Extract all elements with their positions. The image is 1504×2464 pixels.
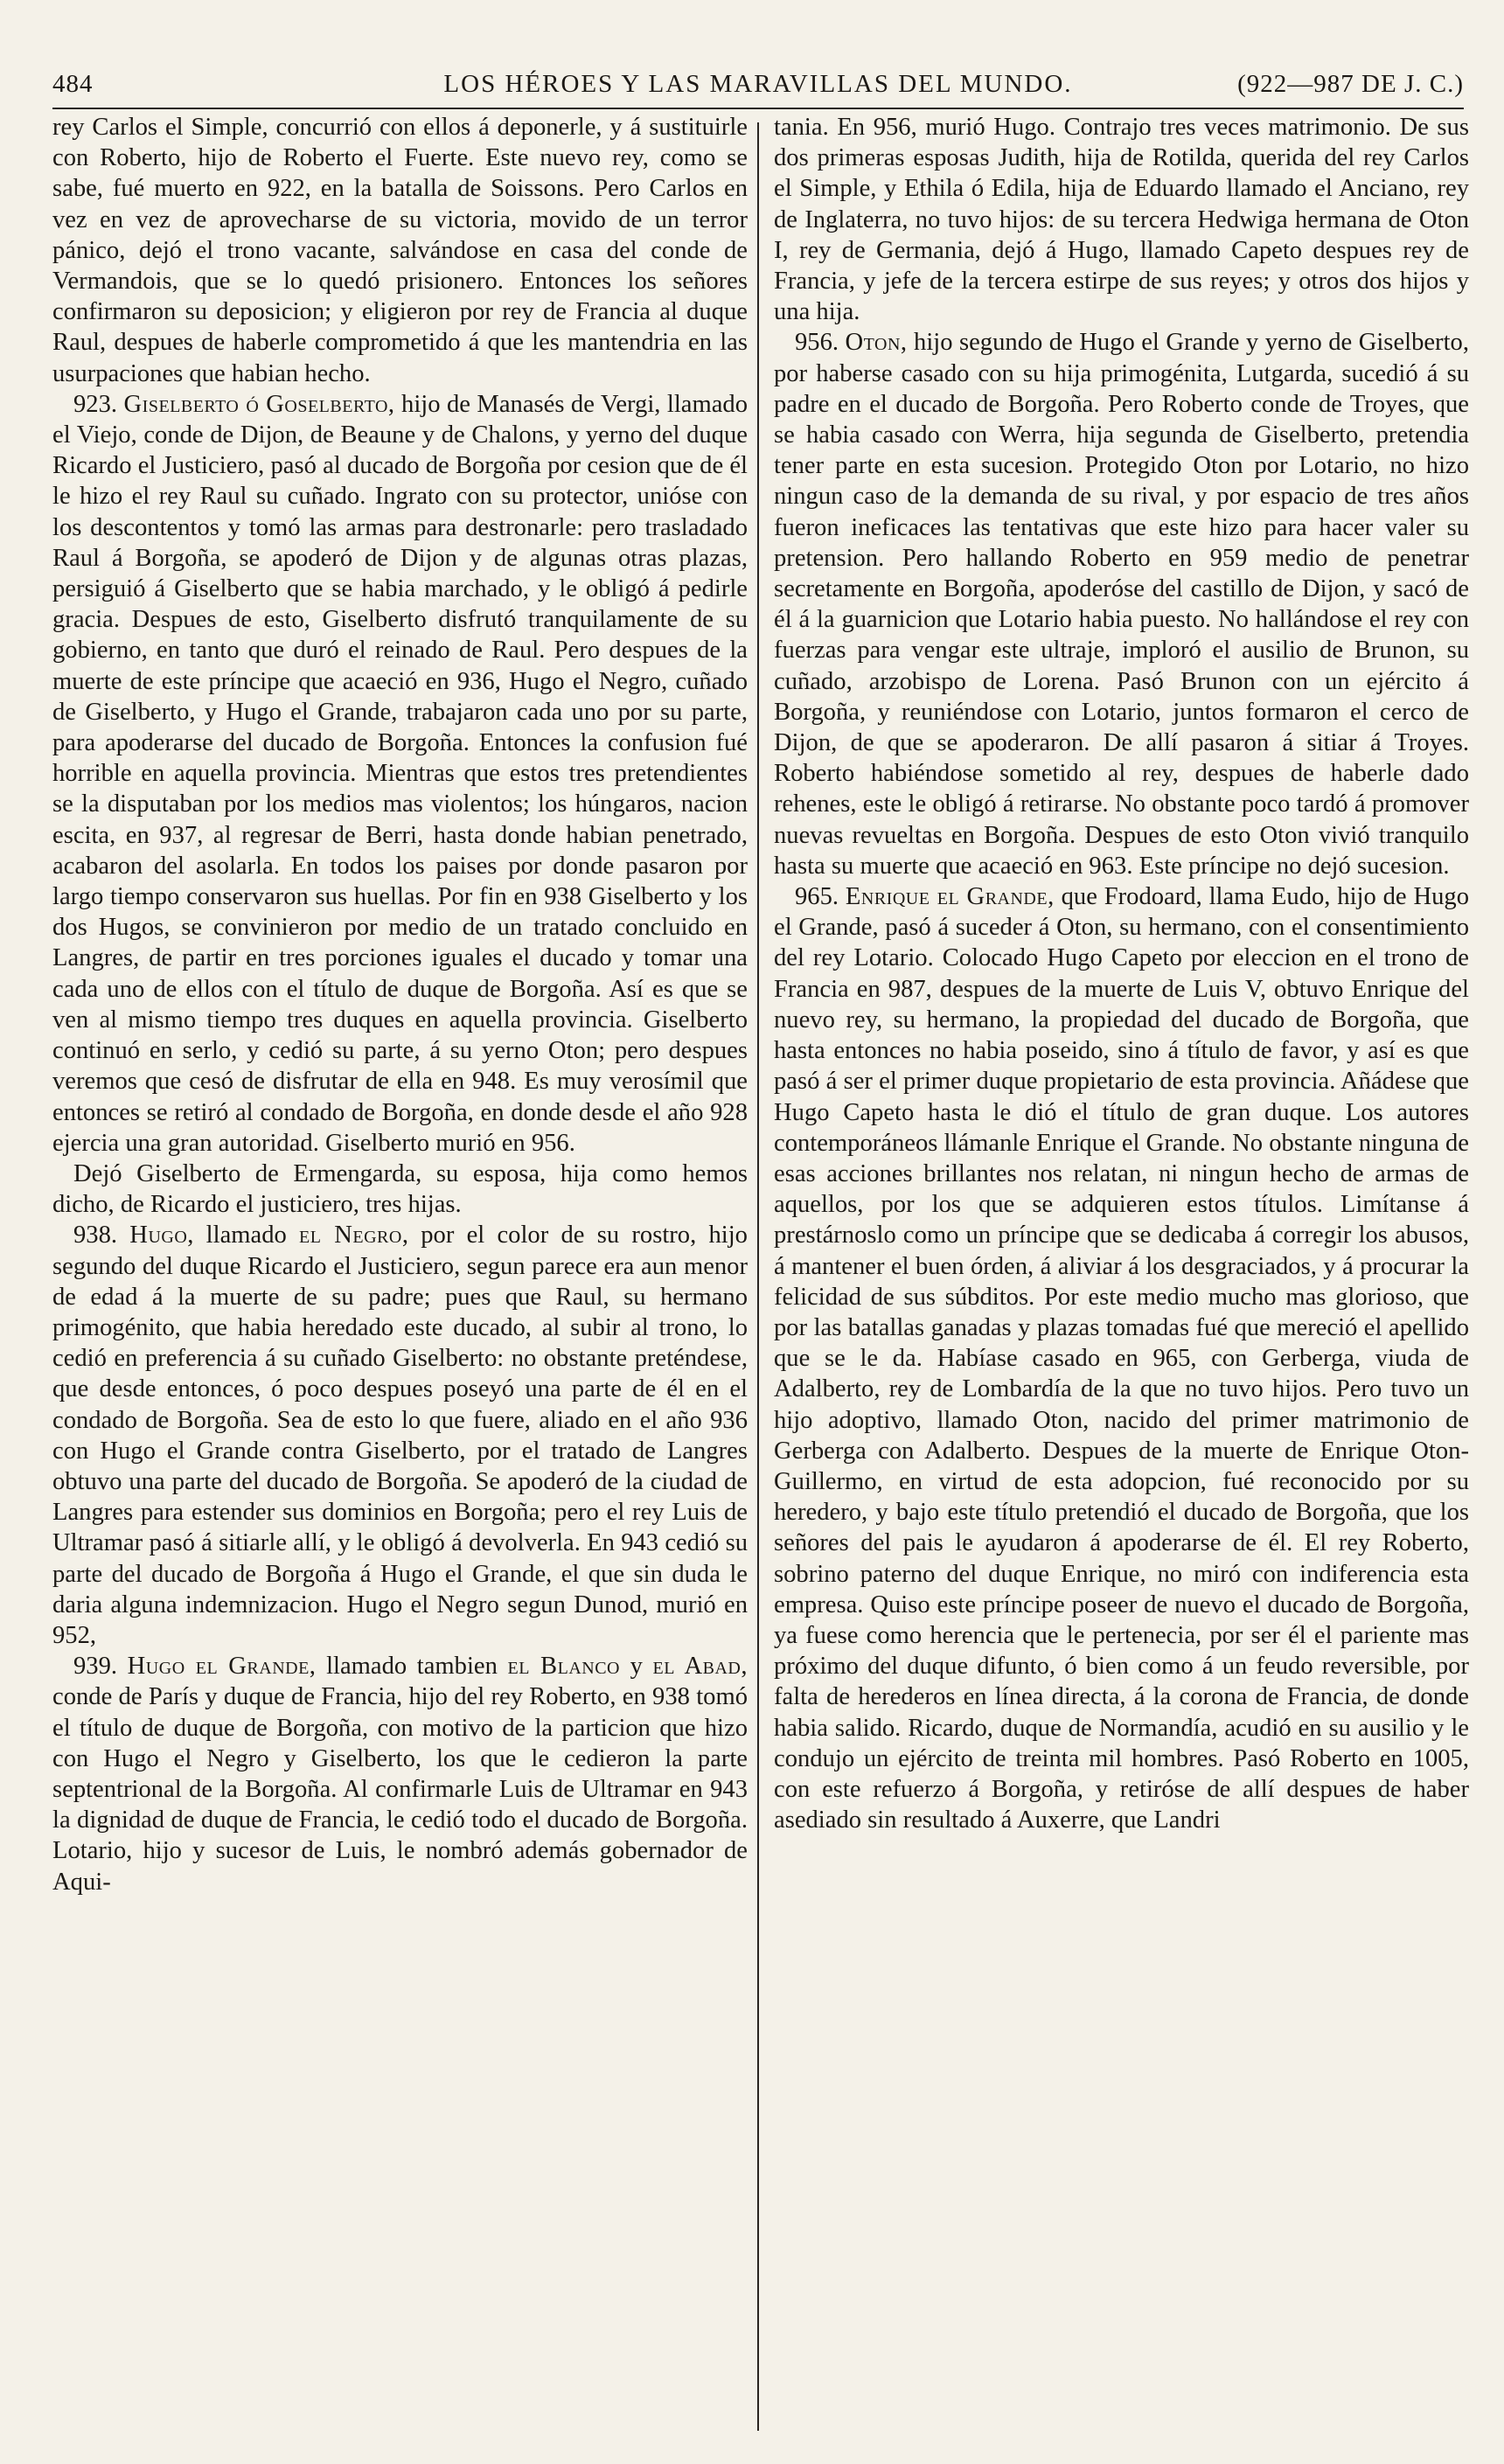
entry-text: conde de París y duque de Francia, hijo del rey Roberto, en 938 tomó el título de duque de Borgoña, con motivo de la particion que hizo con Hugo el Negro y Giselberto, los que le cedieron la parte septentrional de la Borgoña. Al confirmarle Luis de Ultramar en 943 la dignidad de duque de Francia, le cedió todo el ducado de Borgoña. Lotario, hijo y sucesor de Luis, le nombró además gobernador de Aqui- <box>52 1683 748 1896</box>
right-column <box>774 112 1469 2447</box>
page-number: 484 <box>52 70 94 98</box>
entry-number: 938. <box>73 1222 118 1249</box>
date-range: (922—987 DE J. C.) <box>1237 70 1464 98</box>
paragraph: rey Carlos el Simple, concurrió con ellos á deponerle, y á sustituirle con Roberto, hijo de Roberto el Fuerte. Este nuevo rey, como se sabe, fué muerto en 922, en la batalla de Soissons. Pero Carlos en vez en vez de aprovecharse de su victoria, movido de un terror pánico, dejó el trono vacante, salvándose en casa del conde de Vermandois, que se lo quedó prisionero. Entonces los señores confirmaron su deposicion; y eligieron por rey de Francia al duque Raul, despues de haberle comprometido á que les mantendria en las usurpaciones que habian hecho. <box>52 114 748 387</box>
entry-name: Hugo el Grande, <box>127 1653 317 1681</box>
paragraph: tania. En 956, murió Hugo. Contrajo tres veces matrimonio. De sus dos primeras esposas Judith, hija de Rotilda, querida del rey Carlos el Simple, y Ethila ó Edila, hija de Eduardo llamado el Anciano, rey de Inglaterra, no tuvo hijos: de su tercera Hedwiga hermana de Oton I, rey de Germania, dejó á Hugo, llamado Capeto despues rey de Francia, y jefe de la tercera estirpe de sus reyes; y otros dos hijos y una hija. <box>774 114 1469 326</box>
entry-epithet: el Negro <box>299 1222 402 1249</box>
paragraph: Dejó Giselberto de Ermengarda, su esposa, hija como hemos dicho, de Ricardo el justiciero, tres hijas. <box>52 1159 748 1219</box>
entry-epithet: el Abad, <box>652 1653 748 1681</box>
paragraph <box>52 1651 748 1897</box>
paragraph <box>52 1220 748 1651</box>
entry-name: Enrique el Grande, <box>845 883 1055 911</box>
entry-number: 965. <box>795 883 839 911</box>
entry-name: Oton, <box>845 329 908 357</box>
column-divider <box>757 122 759 2431</box>
entry-epithet: el Blanco <box>507 1653 620 1681</box>
running-header <box>52 70 1464 108</box>
running-title: LOS HÉROES Y LAS MARAVILLAS DEL MUNDO. <box>443 70 1073 98</box>
entry-number: 939. <box>73 1653 118 1681</box>
entry-number: 923. <box>73 390 118 418</box>
entry-text: hijo segundo de Hugo el Grande y yerno de Giselberto, por haberse casado con su hija primogénita, Lutgarda, sucedió á su padre en el ducado de Borgoña. Pero Roberto conde de Troyes, que se habia casado con Werra, hija segunda de Giselberto, pretendia tener parte en esta sucesion. Protegido Oton por Lotario, no hizo ningun caso de la demanda de su rival, y por espacio de tres años fueron ineficaces las tentativas que este hizo para hacer valer su pretension. Pero hallando Roberto en 959 medio de penetrar secretamente en Borgoña, apoderóse del castillo de Dijon, y sacó de él á la guarnicion que Lotario habia puesto. No hallándose el rey con fuerzas para vengar este ultraje, imploró el ausilio de Brunon, su cuñado, arzobispo de Lorena. Pasó Brunon con un ejército á Borgoña, y reuniéndose con Lotario, juntos formaron el cerco de Dijon, de que se apoderaron. De allí pasaron á sitiar á Troyes. Roberto habiéndose sometido al rey, despues de haberle dado rehenes, este le obligó á retirarse. No obstante poco tardó á promover nuevas revueltas en Borgoña. Despues de esto Oton vivió tranquilo hasta su muerte que acaeció en 963. Este príncipe no dejó sucesion. <box>774 329 1469 880</box>
entry-text: que Frodoard, llama Eudo, hijo de Hugo el Grande, pasó á suceder á Oton, su hermano, con el consentimiento del rey Lotario. Colocado Hugo Capeto por eleccion en el trono de Francia en 987, despues de la muerte de Luis V, obtuvo Enrique del nuevo rey, su hermano, la propiedad del ducado de Borgoña, que hasta entonces no habia poseido, sino á título de favor, y así es que pasó á ser el primer duque propietario de esta provincia. Añádese que Hugo Capeto hasta le dió el título de gran duque. Los autores contemporáneos llámanle Enrique el Grande. No obstante ninguna de esas acciones brillantes nos relatan, ni ningun hecho de armas de aquellos, por los que se adquieren estos títulos. Limítanse á prestárnoslo como un príncipe que se dedicaba á corregir los abusos, á mantener el buen órden, á aliviar á los desgraciados, y á procurar la felicidad de sus súbditos. Por este medio mucho mas glorioso, que por las batallas ganadas y plazas tomadas fué que mereció el apellido que se le da. Habíase casado en 965, con Gerberga, viuda de Adalberto, rey de Lombardía de la que no tuvo hijos. Pero tuvo un hijo adoptivo, llamado Oton, nacido del primer matrimonio de Gerberga con Adalberto. Despues de la muerte de Enrique Oton-Guillermo, en virtud de esta adopcion, fué reconocido por su heredero, y bajo este título pretendió el ducado de Borgoña, que los señores del pais le ayudaron á apoderarse de él. El rey Roberto, sobrino paterno del duque Enrique, no miró con indiferencia esta empresa. Quiso este príncipe poseer de nuevo el ducado de Borgoña, ya fuese como herencia que le pertenecia, por ser él el pariente mas próximo del duque difunto, ó bien como á un feudo reversible, por falta de herederos en línea directa, á la corona de Francia, de donde habia salido. Ricardo, duque de Normandía, acudió en su ausilio y le condujo un ejército de treinta mil hombres. Pasó Roberto en 1005, con este refuerzo á Borgoña, y retiróse de allí despues de haber asediado sin resultado á Auxerre, que Landri <box>774 883 1469 1834</box>
left-column <box>52 112 748 2447</box>
entry-text: y <box>630 1653 643 1681</box>
paragraph <box>774 327 1469 881</box>
entry-text: llamado tambien <box>326 1653 498 1681</box>
entry-name: Giselberto ó Goselberto, <box>123 390 395 418</box>
entry-name: Hugo <box>129 1222 188 1249</box>
entry-text: , llamado <box>187 1222 287 1249</box>
entry-text: hijo de Manasés de Vergi, llamado el Viejo, conde de Dijon, de Beaune y de Chalons, y yerno del duque Ricardo el Justiciero, pasó al ducado de Borgoña por cesion que de él le hizo el rey Raul su cuñado. Ingrato con su protector, unióse con los descontentos y tomó las armas para destronarle: pero trasladado Raul á Borgoña, se apoderó de Dijon y de algunas otras plazas, persiguió á Giselberto que se habia marchado, y le obligó á pedirle gracia. Despues de esto, Giselberto disfrutó tranquilamente de su gobierno, en tanto que duró el reinado de Raul. Pero despues de la muerte de este príncipe que acaeció en 936, Hugo el Negro, cuñado de Giselberto, y Hugo el Grande, trabajaron cada uno por su parte, para apoderarse del ducado de Borgoña. Entonces la confusion fué horrible en aquella provincia. Mientras que estos tres pretendientes se la disputaban por los medios mas violentos; los húngaros, nacion escita, en 937, al regresar de Berri, hasta donde habian penetrado, acabaron del asolarla. En todos los paises por donde pasaron por largo tiempo conservaron sus huellas. Por fin en 938 Giselberto y los dos Hugos, se convinieron por medio de un tratado concluido en Langres, de partir en tres porciones iguales el ducado y tomar una cada uno de ellos con el título de duque de Borgoña. Así es que se ven al mismo tiempo tres duques en aquella provincia. Giselberto continuó en serlo, y cedió su parte, á su yerno Oton; pero despues veremos que cesó de disfrutar de ella en 948. Es muy verosímil que entonces se retiró al condado de Borgoña, en donde desde el año 928 ejercia una gran autoridad. Giselberto murió en 956. <box>52 390 748 1157</box>
header-rule <box>52 108 1464 109</box>
paragraph <box>774 881 1469 1835</box>
entry-text: , por el color de su rostro, hijo segundo del duque Ricardo el Justiciero, segun parece era aun menor de edad á la muerte de su padre; pues que Raul, su hermano primogénito, que habia heredado este ducado, al subir al trono, lo cedió en preferencia á su cuñado Giselberto: no obstante preténdese, que desde entonces, ó poco despues poseyó una parte de él en el condado de Borgoña. Sea de esto lo que fuere, aliado en el año 936 con Hugo el Grande contra Giselberto, por el tratado de Langres obtuvo una parte del ducado de Borgoña. Se apoderó de la ciudad de Langres para estender sus dominios en Borgoña; pero el rey Luis de Ultramar pasó á sitiarle allí, y le obligó á devolverla. En 943 cedió su parte del ducado de Borgoña á Hugo el Grande, el que sin duda le daria alguna indemnizacion. Hugo el Negro segun Dunod, murió en 952, <box>52 1222 748 1649</box>
entry-number: 956. <box>795 329 839 357</box>
paragraph <box>52 389 748 1159</box>
